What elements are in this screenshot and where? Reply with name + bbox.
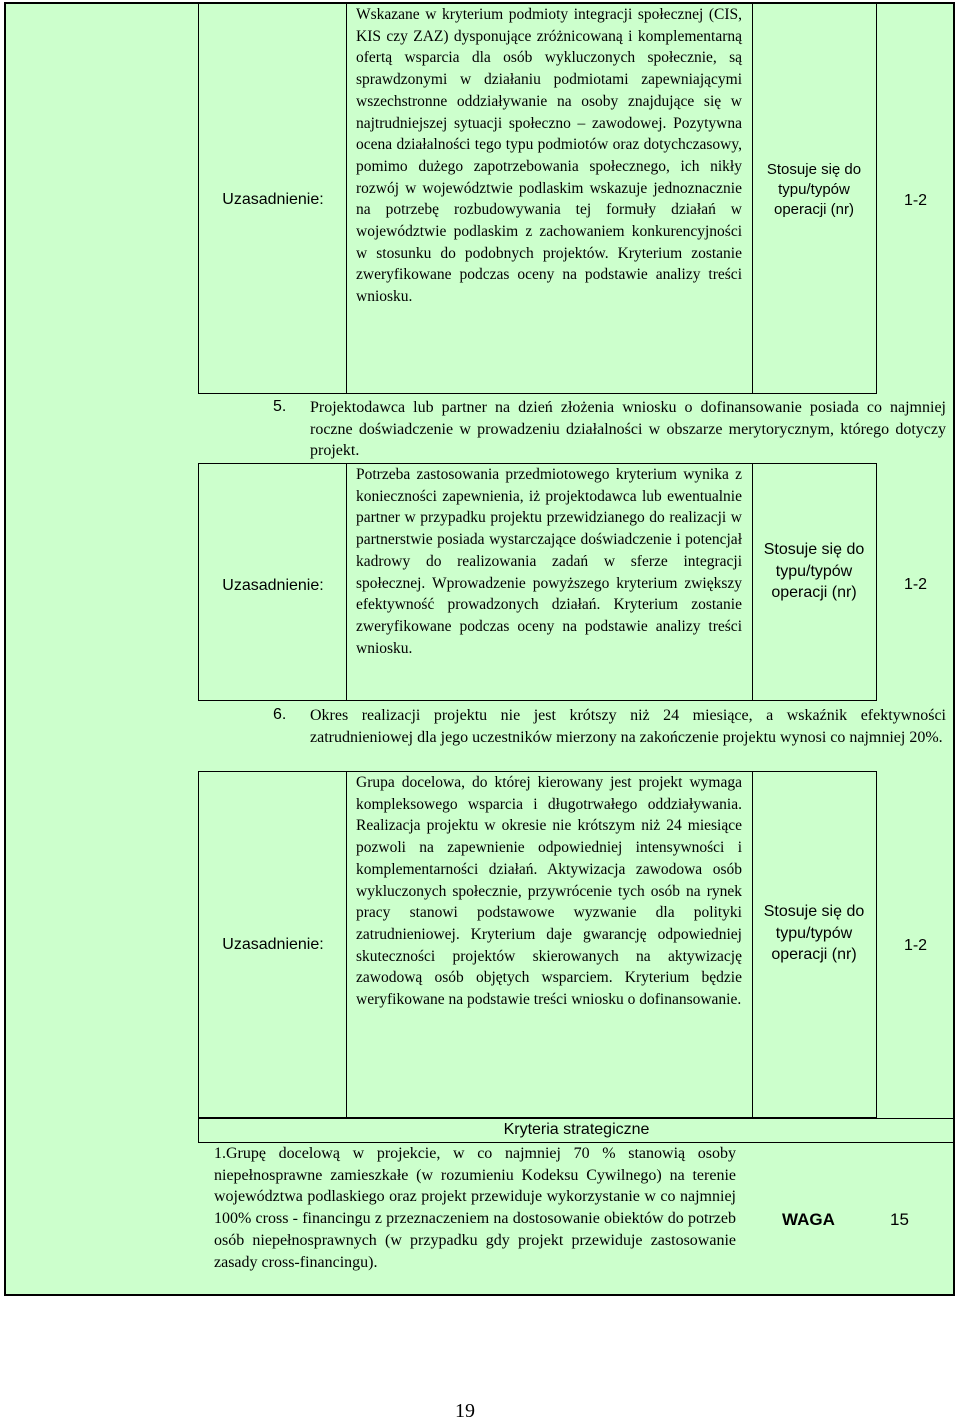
justification-label: Uzasadnienie: bbox=[222, 191, 324, 208]
applies-to-operation-types: Stosuje się do typu/typów operacji (nr) bbox=[763, 903, 865, 963]
applies-to-operation-types: Stosuje się do typu/typów operacji (nr) bbox=[766, 161, 862, 218]
criterion-number: 6. bbox=[273, 706, 287, 723]
left-divider-row-3 bbox=[346, 771, 347, 1118]
strategic-heading: Kryteria strategiczne bbox=[503, 1121, 650, 1138]
justification-text: Potrzeba zastosowania przedmiotowego kryterium wynika z konieczności zapewnienia, iż projektodawca lub ewentualnie partner w przypadku projektu przewidzianego do realizacji w partnerstwie posiada wystarczające doświadczenie i potencjał kadrowy do realizowania zadań w sferze integracji społecznej. Wprowadzenie powyższego kryterium zwiększy efektywność prowadzonych działań. Kryterium zostanie zweryfikowane podczas oceny na podstawie analizy treści wniosku. bbox=[356, 466, 742, 657]
criterion-text: Projektodawca lub partner na dzień złożenia wniosku o dofinansowanie posiada co najmniej roczne doświadczenie w prowadzeniu działalności w obszarze merytorycznym, którego dotyczy projekt. bbox=[310, 399, 946, 460]
page-number: 19 bbox=[455, 1400, 475, 1422]
criterion-number: 5. bbox=[273, 398, 287, 415]
justification-text: Wskazane w kryterium podmioty integracji społecznej (CIS, KIS czy ZAZ) dysponujące zróżnicowaną i komplementarną ofertą wsparcia dla osób wykluczonych społecznie, są sprawdzonymi w działaniu podmiotami zapewniającymi wszechstronne oddziaływanie na osoby znajdujące się w najtrudniejszej sytuacji społeczno – zawodowej. Pozytywna ocena działalności tego typu podmiotów oraz dotychczasowy, pomimo dużego zapotrzebowania społecznego, ich nikły rozwój w województwie podlaskim wskazuje jednoznacznie na potrzebę rozbudowywania tej formuły działań w województwie podlaskim z zachowaniem konkurencyjności w stosunku do podobnych projektów. Kryterium zostanie zweryfikowane podczas oceny na podstawie analizy treści wniosku. bbox=[356, 6, 742, 306]
operation-range: 1-2 bbox=[903, 576, 928, 593]
weight-value: 15 bbox=[890, 1210, 909, 1229]
justification-label: Uzasadnienie: bbox=[222, 577, 324, 594]
justification-text: Grupa docelowa, do której kierowany jest projekt wymaga kompleksowego wsparcia i długotrwałego oddziaływania. Realizacja projektu w okresie nie krótszym niż 24 miesiące pozwoli na zapewnienie odpowiedniej intensywności i komplementarności działań. Aktywizacja zawodowa osób wykluczonych społecznie, przywrócenie tych osób na rynek pracy stanowi podstawowe wyzwanie dla polityki zatrudnieniowej. Kryterium daje gwarancję odpowiedniej skuteczności projektów skierowanych na aktywizację zawodową osób objętych wsparciem. Kryterium będzie weryfikowane na podstawie treści wniosku o dofinansowanie. bbox=[356, 774, 742, 1009]
operation-range: 1-2 bbox=[903, 937, 928, 954]
operation-range: 1-2 bbox=[903, 192, 928, 209]
left-divider-row-2 bbox=[346, 463, 347, 701]
justification-label: Uzasadnienie: bbox=[222, 936, 324, 953]
strategic-criterion-text: 1.Grupę docelową w projekcie, w co najmniej 70 % stanowią osoby niepełnosprawne zamieszkałe (w rozumieniu Kodeksu Cywilnego) na terenie województwa podlaskiego oraz projekt przewiduje wykorzystanie w co najmniej 100% cross - financingu z przeznaczeniem na dostosowanie obiektów do potrzeb osób niepełnosprawnych (w przypadku gdy projekt przewiduje zastosowanie zasady cross-financingu). bbox=[214, 1145, 736, 1271]
criterion-text: Okres realizacji projektu nie jest krótszy niż 24 miesiące, a wskaźnik efektywności zatrudnieniowej dla jego uczestników mierzony na zakończenie projektu wynosi co najmniej 20%. bbox=[310, 707, 946, 746]
right-divider-row-3 bbox=[752, 771, 753, 1118]
right-divider-row-2 bbox=[752, 463, 753, 701]
strategic-section-top-rule bbox=[198, 1118, 955, 1119]
left-divider-row-1 bbox=[346, 2, 347, 394]
applies-to-operation-types: Stosuje się do typu/typów operacji (nr) bbox=[763, 541, 865, 601]
weight-label: WAGA bbox=[782, 1210, 835, 1229]
